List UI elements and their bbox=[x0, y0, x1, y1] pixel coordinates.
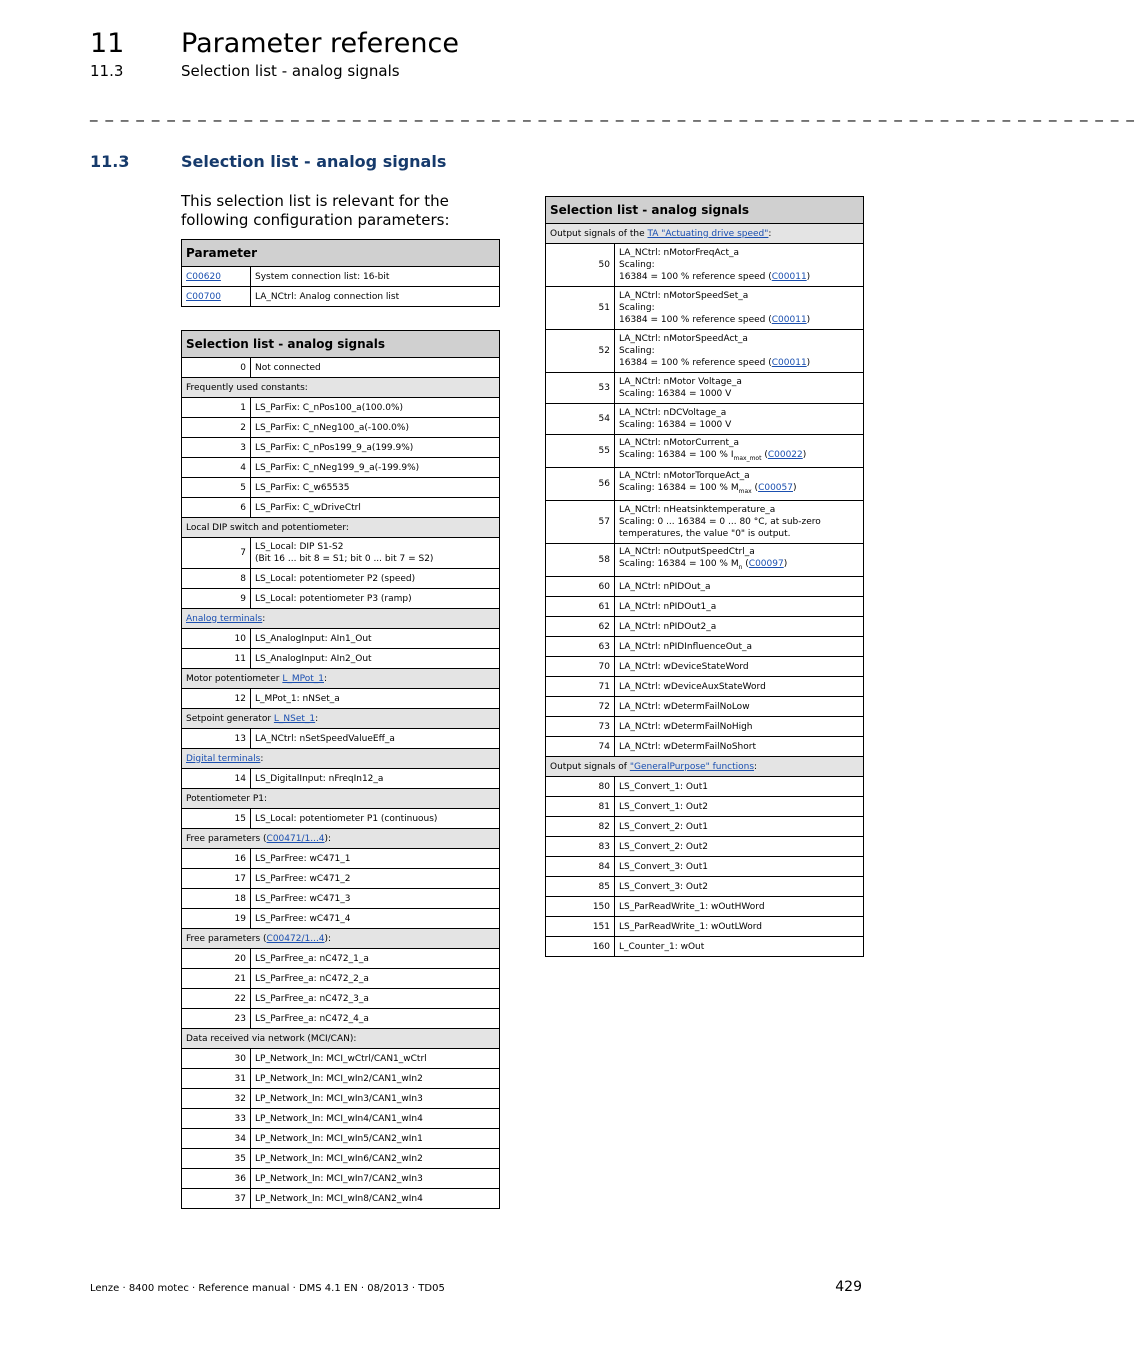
signal-name: LA_NCtrl: wDetermFailNoShort bbox=[615, 737, 864, 757]
signal-number: 7 bbox=[182, 538, 251, 569]
selection-list-table-left bbox=[181, 330, 500, 1209]
c00057-link[interactable]: C00057 bbox=[758, 483, 793, 494]
parameter-table-header: Parameter bbox=[182, 240, 500, 267]
table-row bbox=[182, 889, 500, 909]
table-row bbox=[546, 617, 864, 637]
signal-number: 19 bbox=[182, 909, 251, 929]
table-row bbox=[182, 769, 500, 789]
signal-name: LS_Convert_2: Out1 bbox=[615, 817, 864, 837]
table-row bbox=[182, 538, 500, 569]
signal-name: LS_Convert_1: Out1 bbox=[615, 777, 864, 797]
table-row bbox=[182, 869, 500, 889]
signal-number: 23 bbox=[182, 1009, 251, 1029]
table-row bbox=[546, 330, 864, 373]
c00011-link[interactable]: C00011 bbox=[771, 358, 807, 368]
signal-number: 70 bbox=[546, 657, 615, 677]
signal-number: 63 bbox=[546, 637, 615, 657]
signal-number: 81 bbox=[546, 797, 615, 817]
signal-name: LP_Network_In: MCI_wIn4/CAN1_wIn4 bbox=[251, 1109, 500, 1129]
signal-name: L_MPot_1: nNSet_a bbox=[251, 689, 500, 709]
signal-number: 17 bbox=[182, 869, 251, 889]
signal-name: LS_ParReadWrite_1: wOutLWord bbox=[615, 917, 864, 937]
signal-number: 85 bbox=[546, 877, 615, 897]
generalpurpose-functions-link[interactable]: "GeneralPurpose" functions bbox=[629, 761, 755, 772]
intro-paragraph: This selection list is relevant for the following configuration parameters: bbox=[181, 192, 450, 229]
table-row bbox=[182, 909, 500, 929]
signal-name: LA_NCtrl: nPIDOut_a bbox=[615, 577, 864, 597]
c00471-link[interactable]: C00471/1...4 bbox=[266, 833, 325, 844]
header-separator: _ _ _ _ _ _ _ _ _ _ _ _ _ _ _ _ _ _ _ _ _ _ _ _ _ _ _ _ _ _ _ _ _ _ _ _ _ _ _ _ _ _ _ _ _ _ _ _ _ _ _ _ _ _ _ _ _ _ _ _ _ _ _ _ _ _ _ _ bbox=[90, 104, 1135, 122]
signal-name bbox=[615, 468, 864, 501]
signal-name: LS_ParFree_a: nC472_4_a bbox=[251, 1009, 500, 1029]
table-row bbox=[546, 373, 864, 404]
signal-number: 53 bbox=[546, 373, 615, 404]
signal-name: LP_Network_In: MCI_wIn8/CAN2_wIn4 bbox=[251, 1189, 500, 1209]
signal-line: Scaling: 16384 = 1000 V bbox=[619, 420, 732, 430]
page-number: 429 bbox=[835, 1279, 862, 1295]
table-row bbox=[546, 637, 864, 657]
signal-number: 62 bbox=[546, 617, 615, 637]
group-suffix: : bbox=[754, 761, 758, 772]
signal-name: LS_DigitalInput: nFreqIn12_a bbox=[251, 769, 500, 789]
group-suffix: : bbox=[260, 753, 264, 764]
signal-number: 150 bbox=[546, 897, 615, 917]
signal-name bbox=[615, 404, 864, 435]
digital-terminals-link[interactable]: Digital terminals bbox=[186, 753, 261, 764]
signal-number: 4 bbox=[182, 458, 251, 478]
signal-name: LS_ParFree: wC471_2 bbox=[251, 869, 500, 889]
group-row: Frequently used constants: bbox=[182, 378, 500, 398]
signal-line: ( bbox=[751, 483, 759, 494]
signal-name: LS_AnalogInput: AIn2_Out bbox=[251, 649, 500, 669]
signal-name: LA_NCtrl: wDetermFailNoLow bbox=[615, 697, 864, 717]
signal-number: 5 bbox=[182, 478, 251, 498]
signal-line: Scaling: bbox=[619, 303, 655, 313]
chapter-number: 11 bbox=[90, 28, 125, 59]
signal-name: LS_ParFix: C_w65535 bbox=[251, 478, 500, 498]
signal-name: LA_NCtrl: wDetermFailNoHigh bbox=[615, 717, 864, 737]
signal-line: temperatures, the value "0" is output. bbox=[619, 529, 791, 539]
table-row bbox=[546, 677, 864, 697]
group-row bbox=[182, 929, 500, 949]
signal-name: LS_ParReadWrite_1: wOutHWord bbox=[615, 897, 864, 917]
table-row bbox=[182, 629, 500, 649]
table-row bbox=[546, 877, 864, 897]
c00011-link[interactable]: C00011 bbox=[771, 315, 807, 325]
table-row bbox=[182, 287, 500, 307]
table-row bbox=[182, 949, 500, 969]
signal-number: 2 bbox=[182, 418, 251, 438]
signal-number: 83 bbox=[546, 837, 615, 857]
c00097-link[interactable]: C00097 bbox=[748, 559, 784, 570]
subscript: max bbox=[738, 487, 752, 495]
signal-name: LS_AnalogInput: AIn1_Out bbox=[251, 629, 500, 649]
signal-line: LA_NCtrl: nOutputSpeedCtrl_a bbox=[619, 547, 755, 558]
footer-text: Lenze · 8400 motec · Reference manual · DMS 4.1 EN · 08/2013 · TD05 bbox=[90, 1283, 445, 1294]
group-suffix: : bbox=[768, 228, 772, 239]
signal-line: (Bit 16 ... bit 8 = S1; bit 0 ... bit 7 = S2) bbox=[255, 554, 434, 564]
signal-line: LA_NCtrl: nMotorSpeedSet_a bbox=[619, 291, 749, 301]
table-row bbox=[182, 1129, 500, 1149]
signal-number: 58 bbox=[546, 544, 615, 577]
table-row bbox=[182, 418, 500, 438]
signal-number: 60 bbox=[546, 577, 615, 597]
signal-line: Scaling: 16384 = 100 % M bbox=[619, 559, 739, 570]
table-row bbox=[182, 729, 500, 749]
table-row bbox=[182, 589, 500, 609]
signal-name: LS_ParFree: wC471_3 bbox=[251, 889, 500, 909]
table-row bbox=[182, 458, 500, 478]
signal-name: LS_Convert_1: Out2 bbox=[615, 797, 864, 817]
table-row bbox=[546, 544, 864, 577]
signal-number: 8 bbox=[182, 569, 251, 589]
signal-line: 16384 = 100 % reference speed ( bbox=[619, 272, 772, 282]
table-row bbox=[182, 989, 500, 1009]
table-row bbox=[182, 498, 500, 518]
group-suffix: : bbox=[262, 613, 266, 624]
signal-number: 36 bbox=[182, 1169, 251, 1189]
signal-number: 15 bbox=[182, 809, 251, 829]
signal-line: LA_NCtrl: nMotorCurrent_a bbox=[619, 438, 740, 449]
table-row bbox=[182, 1109, 500, 1129]
table-row bbox=[546, 287, 864, 330]
signal-name: LP_Network_In: MCI_wIn5/CAN2_wIn1 bbox=[251, 1129, 500, 1149]
group-row: Local DIP switch and potentiometer: bbox=[182, 518, 500, 538]
signal-line: 16384 = 100 % reference speed ( bbox=[619, 358, 772, 368]
group-row bbox=[182, 669, 500, 689]
signal-name: LA_NCtrl: wDeviceAuxStateWord bbox=[615, 677, 864, 697]
table-row bbox=[546, 837, 864, 857]
group-prefix: Free parameters ( bbox=[186, 833, 267, 844]
table-row bbox=[182, 1149, 500, 1169]
signal-number: 56 bbox=[546, 468, 615, 501]
signal-name: LP_Network_In: MCI_wIn3/CAN1_wIn3 bbox=[251, 1089, 500, 1109]
table-row bbox=[546, 857, 864, 877]
group-row bbox=[182, 829, 500, 849]
group-row bbox=[182, 609, 500, 629]
signal-name: LS_ParFix: C_nNeg100_a(-100.0%) bbox=[251, 418, 500, 438]
signal-number: 10 bbox=[182, 629, 251, 649]
signal-number: 84 bbox=[546, 857, 615, 877]
signal-name: LS_Convert_2: Out2 bbox=[615, 837, 864, 857]
signal-name bbox=[615, 373, 864, 404]
signal-number: 80 bbox=[546, 777, 615, 797]
signal-number: 33 bbox=[182, 1109, 251, 1129]
table-row bbox=[182, 1189, 500, 1209]
c00472-link[interactable]: C00472/1...4 bbox=[266, 933, 325, 944]
signal-number: 52 bbox=[546, 330, 615, 373]
group-suffix: : bbox=[315, 713, 319, 724]
table-row bbox=[546, 657, 864, 677]
signal-number: 22 bbox=[182, 989, 251, 1009]
signal-name bbox=[615, 287, 864, 330]
table-row bbox=[546, 697, 864, 717]
signal-name: LS_ParFix: C_nPos100_a(100.0%) bbox=[251, 398, 500, 418]
table-row bbox=[182, 849, 500, 869]
parameter-link[interactable]: C00620 bbox=[186, 271, 221, 282]
signal-line: ) bbox=[802, 450, 807, 461]
signal-name: Not connected bbox=[251, 358, 500, 378]
selection-list-table-right bbox=[545, 196, 864, 957]
signal-name: L_Counter_1: wOut bbox=[615, 937, 864, 957]
signal-number: 160 bbox=[546, 937, 615, 957]
signal-name: LP_Network_In: MCI_wCtrl/CAN1_wCtrl bbox=[251, 1049, 500, 1069]
table-row bbox=[546, 404, 864, 435]
signal-number: 35 bbox=[182, 1149, 251, 1169]
signal-line: Scaling: 0 ... 16384 = 0 ... 80 °C, at sub-zero bbox=[619, 517, 821, 527]
signal-number: 12 bbox=[182, 689, 251, 709]
signal-name: LS_Local: potentiometer P3 (ramp) bbox=[251, 589, 500, 609]
table-row bbox=[546, 577, 864, 597]
parameter-table bbox=[181, 239, 500, 307]
signal-line: Scaling: 16384 = 100 % M bbox=[619, 483, 739, 494]
signal-number: 30 bbox=[182, 1049, 251, 1069]
selection-list-header: Selection list - analog signals bbox=[546, 197, 864, 224]
signal-number: 54 bbox=[546, 404, 615, 435]
group-row bbox=[546, 757, 864, 777]
signal-line: Scaling: bbox=[619, 346, 655, 356]
table-row bbox=[182, 689, 500, 709]
group-prefix: Setpoint generator bbox=[186, 713, 274, 724]
table-row bbox=[182, 969, 500, 989]
signal-line: ( bbox=[761, 450, 768, 461]
table-row bbox=[182, 358, 500, 378]
mpot-link[interactable]: L_MPot_1 bbox=[282, 673, 324, 684]
signal-name bbox=[615, 501, 864, 544]
table-row bbox=[182, 398, 500, 418]
signal-line: ) bbox=[792, 483, 797, 494]
signal-name: LA_NCtrl: nPIDOut2_a bbox=[615, 617, 864, 637]
table-row bbox=[546, 717, 864, 737]
signal-line: LA_NCtrl: nMotorTorqueAct_a bbox=[619, 471, 750, 482]
signal-number: 74 bbox=[546, 737, 615, 757]
signal-name: LS_ParFree_a: nC472_2_a bbox=[251, 969, 500, 989]
c00011-link[interactable]: C00011 bbox=[771, 272, 807, 282]
signal-line: ( bbox=[742, 559, 749, 570]
signal-number: 9 bbox=[182, 589, 251, 609]
signal-number: 6 bbox=[182, 498, 251, 518]
signal-line: LA_NCtrl: nMotor Voltage_a bbox=[619, 377, 742, 387]
group-suffix: ): bbox=[324, 933, 332, 944]
signal-name: LS_ParFix: C_wDriveCtrl bbox=[251, 498, 500, 518]
running-section-title: Selection list - analog signals bbox=[181, 62, 400, 80]
group-prefix: Output signals of bbox=[550, 761, 630, 772]
subscript: max_mot bbox=[733, 454, 762, 462]
parameter-link[interactable]: C00700 bbox=[186, 291, 221, 302]
table-row bbox=[182, 809, 500, 829]
signal-number: 18 bbox=[182, 889, 251, 909]
signal-number: 55 bbox=[546, 435, 615, 468]
signal-number: 71 bbox=[546, 677, 615, 697]
signal-number: 151 bbox=[546, 917, 615, 937]
group-row: Data received via network (MCI/CAN): bbox=[182, 1029, 500, 1049]
signal-name: LP_Network_In: MCI_wIn2/CAN1_wIn2 bbox=[251, 1069, 500, 1089]
group-suffix: : bbox=[323, 673, 328, 684]
table-row bbox=[546, 817, 864, 837]
signal-line: LA_NCtrl: nMotorSpeedAct_a bbox=[619, 334, 748, 344]
signal-name: LS_Convert_3: Out2 bbox=[615, 877, 864, 897]
signal-number: 1 bbox=[182, 398, 251, 418]
signal-name: LS_ParFree: wC471_1 bbox=[251, 849, 500, 869]
table-row bbox=[182, 569, 500, 589]
table-row bbox=[182, 267, 500, 287]
signal-number: 13 bbox=[182, 729, 251, 749]
parameter-description: LA_NCtrl: Analog connection list bbox=[251, 287, 500, 307]
group-row: Potentiometer P1: bbox=[182, 789, 500, 809]
table-row bbox=[182, 649, 500, 669]
selection-list-header: Selection list - analog signals bbox=[182, 331, 500, 358]
signal-number: 61 bbox=[546, 597, 615, 617]
signal-name: LA_NCtrl: nPIDOut1_a bbox=[615, 597, 864, 617]
signal-name: LP_Network_In: MCI_wIn6/CAN2_wIn2 bbox=[251, 1149, 500, 1169]
signal-number: 21 bbox=[182, 969, 251, 989]
signal-number: 34 bbox=[182, 1129, 251, 1149]
table-row bbox=[182, 1169, 500, 1189]
table-row bbox=[546, 897, 864, 917]
table-row bbox=[546, 501, 864, 544]
signal-line: ) bbox=[806, 358, 811, 368]
signal-name: LA_NCtrl: nPIDInfluenceOut_a bbox=[615, 637, 864, 657]
table-row bbox=[182, 438, 500, 458]
chapter-title: Parameter reference bbox=[181, 28, 459, 59]
parameter-description: System connection list: 16-bit bbox=[251, 267, 500, 287]
signal-number: 50 bbox=[546, 244, 615, 287]
signal-number: 51 bbox=[546, 287, 615, 330]
signal-number: 72 bbox=[546, 697, 615, 717]
signal-name bbox=[251, 538, 500, 569]
signal-line: ) bbox=[806, 315, 811, 325]
table-row bbox=[182, 1089, 500, 1109]
signal-line: LA_NCtrl: nDCVoltage_a bbox=[619, 408, 727, 418]
signal-line: Scaling: 16384 = 1000 V bbox=[619, 389, 732, 399]
running-section-number: 11.3 bbox=[90, 62, 124, 80]
analog-terminals-link[interactable]: Analog terminals bbox=[186, 613, 263, 624]
table-row bbox=[546, 777, 864, 797]
section-title: Selection list - analog signals bbox=[181, 152, 447, 171]
signal-line: Scaling: bbox=[619, 260, 655, 270]
signal-name: LS_Convert_3: Out1 bbox=[615, 857, 864, 877]
signal-number: 37 bbox=[182, 1189, 251, 1209]
signal-name bbox=[615, 435, 864, 468]
signal-number: 32 bbox=[182, 1089, 251, 1109]
subscript: n bbox=[738, 563, 743, 571]
signal-line: LA_NCtrl: nMotorFreqAct_a bbox=[619, 248, 739, 258]
signal-name: LS_ParFree: wC471_4 bbox=[251, 909, 500, 929]
ta-actuating-drive-speed-link[interactable]: TA "Actuating drive speed" bbox=[647, 228, 769, 239]
signal-line: ) bbox=[783, 559, 788, 570]
signal-name: LS_Local: potentiometer P2 (speed) bbox=[251, 569, 500, 589]
signal-number: 31 bbox=[182, 1069, 251, 1089]
table-row bbox=[546, 937, 864, 957]
signal-name: LS_ParFree_a: nC472_1_a bbox=[251, 949, 500, 969]
signal-line: ) bbox=[806, 272, 811, 282]
table-row bbox=[182, 1009, 500, 1029]
table-row bbox=[546, 737, 864, 757]
table-row bbox=[546, 468, 864, 501]
signal-number: 16 bbox=[182, 849, 251, 869]
signal-number: 11 bbox=[182, 649, 251, 669]
signal-number: 14 bbox=[182, 769, 251, 789]
table-row bbox=[546, 917, 864, 937]
c00022-link[interactable]: C00022 bbox=[767, 450, 803, 461]
signal-name bbox=[615, 544, 864, 577]
table-row bbox=[546, 435, 864, 468]
signal-name: LA_NCtrl: wDeviceStateWord bbox=[615, 657, 864, 677]
table-row bbox=[182, 1049, 500, 1069]
signal-number: 73 bbox=[546, 717, 615, 737]
signal-number: 20 bbox=[182, 949, 251, 969]
signal-name bbox=[615, 330, 864, 373]
signal-line: Scaling: 16384 = 100 % I bbox=[619, 450, 734, 461]
table-row bbox=[546, 797, 864, 817]
signal-name: LS_Local: potentiometer P1 (continuous) bbox=[251, 809, 500, 829]
signal-name: LS_ParFix: C_nPos199_9_a(199.9%) bbox=[251, 438, 500, 458]
group-prefix: Free parameters ( bbox=[186, 933, 267, 944]
signal-name: LS_ParFree_a: nC472_3_a bbox=[251, 989, 500, 1009]
table-row bbox=[546, 244, 864, 287]
group-row bbox=[182, 749, 500, 769]
signal-number: 0 bbox=[182, 358, 251, 378]
signal-line: 16384 = 100 % reference speed ( bbox=[619, 315, 772, 325]
signal-name: LP_Network_In: MCI_wIn7/CAN2_wIn3 bbox=[251, 1169, 500, 1189]
signal-name: LS_ParFix: C_nNeg199_9_a(-199.9%) bbox=[251, 458, 500, 478]
group-row bbox=[182, 709, 500, 729]
table-row bbox=[182, 1069, 500, 1089]
signal-number: 57 bbox=[546, 501, 615, 544]
nset-link[interactable]: L_NSet_1 bbox=[273, 713, 316, 724]
section-number: 11.3 bbox=[90, 152, 130, 171]
signal-name bbox=[615, 244, 864, 287]
signal-number: 3 bbox=[182, 438, 251, 458]
group-suffix: ): bbox=[324, 833, 332, 844]
signal-name: LA_NCtrl: nSetSpeedValueEff_a bbox=[251, 729, 500, 749]
signal-line: LA_NCtrl: nHeatsinktemperature_a bbox=[619, 505, 776, 515]
signal-number: 82 bbox=[546, 817, 615, 837]
table-row bbox=[182, 478, 500, 498]
group-row bbox=[546, 224, 864, 244]
table-row bbox=[546, 597, 864, 617]
group-prefix: Output signals of the bbox=[550, 228, 648, 239]
signal-line: LS_Local: DIP S1-S2 bbox=[255, 542, 344, 552]
group-prefix: Motor potentiometer bbox=[186, 673, 283, 684]
